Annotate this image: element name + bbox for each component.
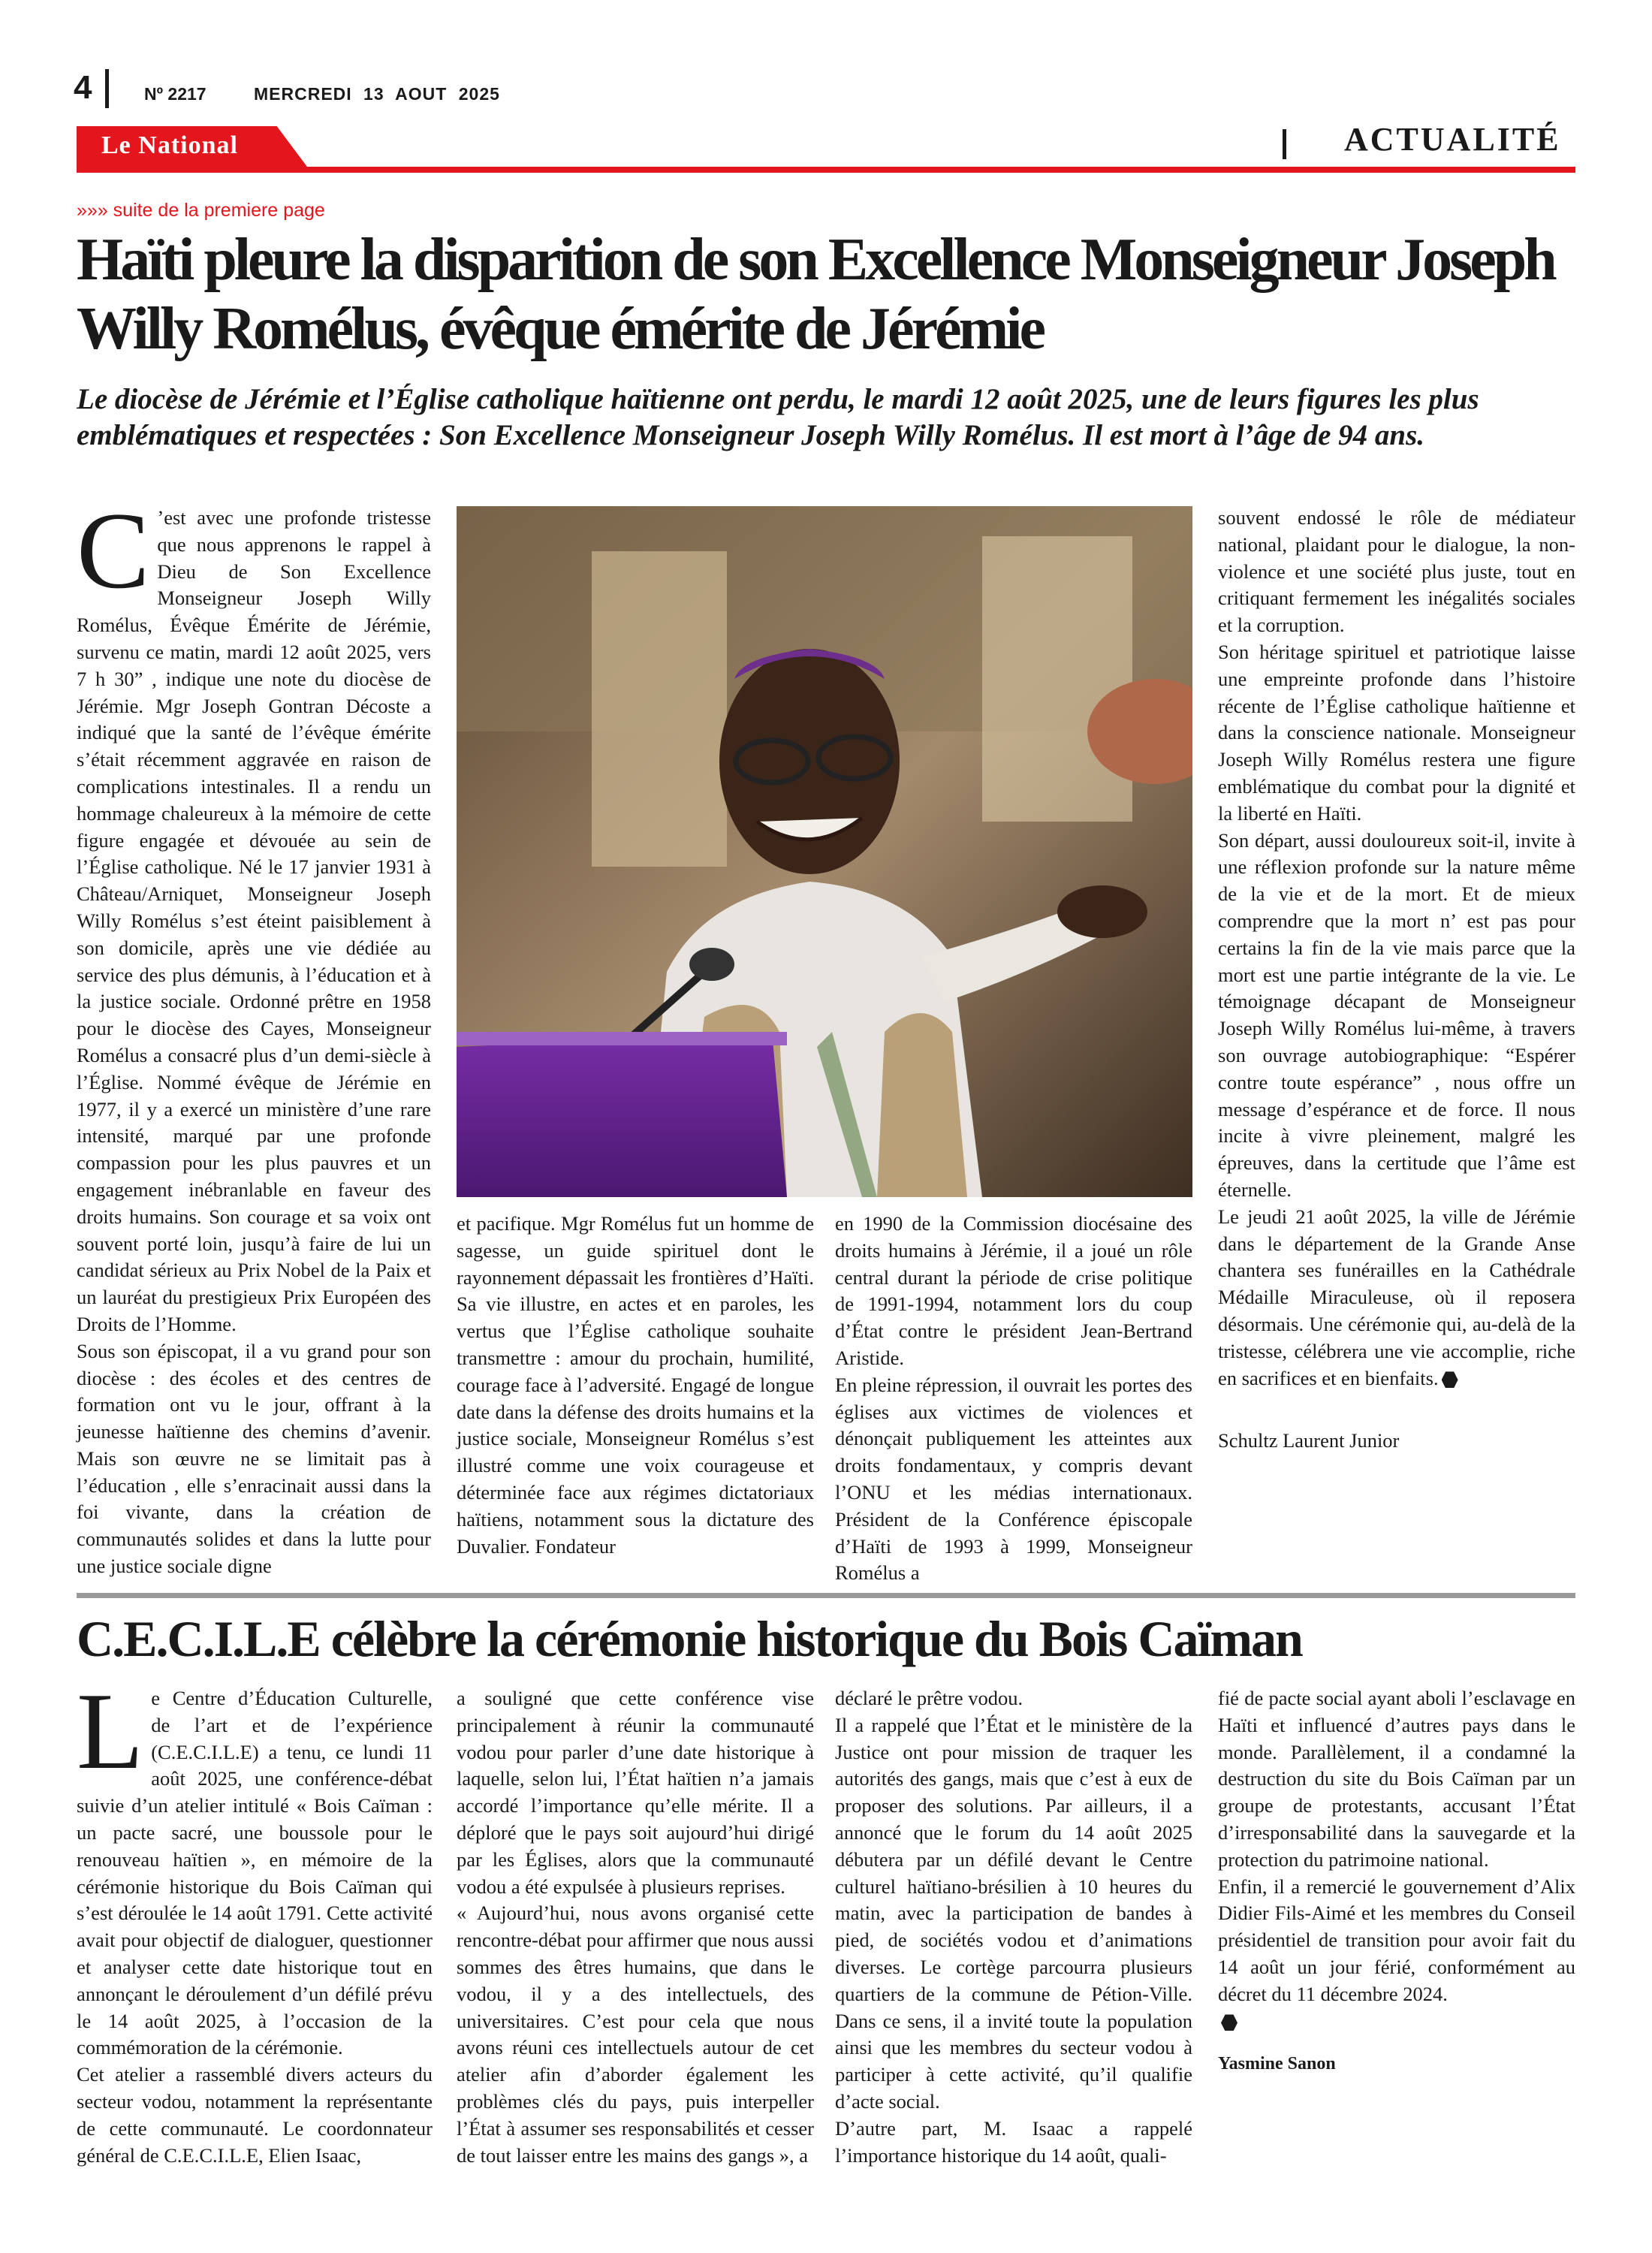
- article1-column-3: [835, 1211, 1192, 1587]
- article1-paragraph: en 1990 de la Commission diocésaine des droits humains à Jérémie, il a joué un rôle central durant la période de crise politique de 1991-1994, notamment lors du coup d’État contre le président Jean-Bertrand Aristide.: [835, 1212, 1192, 1369]
- article1-dropcap: C: [77, 490, 150, 611]
- article1-paragraph: En pleine répression, il ouvrait les portes des églises aux victimes de violences et dénonçait publiquement les atteintes aux droits fondamentaux, y compris devant l’ONU et les médias internationaux. Président de la Conférence épiscopale d’Haïti de 1993 à 1999, Monseigneur Romélus a: [835, 1373, 1192, 1585]
- continued-notice: »»» suite de la premiere page: [77, 200, 325, 221]
- issue-date: MERCREDI 13 AOUT 2025: [254, 84, 500, 104]
- article1-author: Schultz Laurent Junior: [1218, 1429, 1400, 1452]
- article1-column-1: [77, 490, 431, 1580]
- article2-column-3: [835, 1685, 1192, 2169]
- article2-column-1: [77, 1670, 433, 2169]
- bishop-portrait-image: [457, 506, 1192, 1197]
- article2-column-4: [1218, 1685, 1575, 2078]
- article1-paragraph: [1218, 1204, 1575, 1392]
- article1-column-4: [1218, 505, 1575, 1455]
- section-divider: [1283, 129, 1286, 159]
- article2-paragraph: fié de pacte social ayant aboli l’esclavage en Haïti et influencé d’autres pays dans le monde. Parallèlement, il a condamné la destruction du site du Bois Caïman par un groupe de protestants, accusant l’État d’irresponsabilité dans la sauvegarde et la protection du patrimoine national.: [1218, 1687, 1575, 1871]
- article1-paragraph: Son départ, aussi douloureux soit-il, invite à une réflexion profonde sur la nature même de la vie et de la mort. Et de mieux comprendre que la mort n’ est pas pour certains la fin de la vie mais parce que la mort est une partie intégrante de la vie. Le témoignage décapant de Monseigneur Joseph Willy Romélus lui-même, à travers son ouvrage autobiographique: “Espérer contre toute espérance” , nous offre un message d’espérance et de force. Il nous incite à vivre pleinement, malgré les épreuves, dans la certitude que l’âme est éternelle.: [1218, 828, 1575, 1201]
- article2-dropcap: L: [77, 1670, 144, 1792]
- article1-paragraph: ’est avec une profonde tristesse que nous apprenons le rappel à Dieu de Son Excellence Monseigneur Joseph Willy Romélus, Évêque Émérite de Jérémie, survenu ce matin, mardi 12 août 2025, vers 7 h 30” , indique une note du diocèse de Jérémie. Mgr Joseph Gontran Décoste a indiqué que la santé de l’évêque émérite s’était récemment aggravée en raison de complications intestinales. Il a rendu un hommage chaleureux à la mémoire de cette figure engagée et dévouée au sein de l’Église catholique. Né le 17 janvier 1931 à Château/Arniquet, Monseigneur Joseph Willy Romélus s’est éteint paisiblement à son domicile, après une vie dédiée au service des plus démunis, à l’éducation et à la justice sociale. Ordonné prêtre en 1958 pour le diocèse des Cayes, Monseigneur Romélus a consacré plus d’un demi-siècle à l’Église. Nommé évêque de Jérémie en 1977, il y a exercé un ministère d’une rare intensité, marqué par une profonde compassion pour les plus pauvres et un engagement inébranlable en faveur des droits humains. Son courage et sa voix ont souvent porté loin, jusqu’à faire de lui un candidat sérieux au Prix Nobel de la Paix et un lauréat du prestigieux Prix Européen des Droits de l’Homme.: [77, 506, 431, 1335]
- article1-closing-text: Le jeudi 21 août 2025, la ville de Jérémie dans le département de la Grande Anse chantera ses funérailles en la Cathédrale Médaille Miraculeuse, où il reposera désormais. Une cérémonie qui, au-delà de la tristesse, célébrera une vie accomplie, riche en sacrifices et en bienfaits.: [1218, 1205, 1575, 1389]
- article1-paragraph: Son héritage spirituel et patriotique laisse une empreinte profonde dans l’histoire récente de l’Église catholique haïtienne et dans la conscience nationale. Monseigneur Joseph Willy Romélus restera une figure emblématique du combat pour la dignité et la liberté en Haïti.: [1218, 640, 1575, 825]
- article-divider: [77, 1593, 1575, 1598]
- article1-title: Haïti pleure la disparition de son Excellence Monseigneur Joseph Willy Romélus, évêque émérite de Jérémie: [77, 227, 1554, 362]
- issue-number: Nº 2217: [144, 84, 206, 104]
- section-label: ACTUALITÉ: [1344, 121, 1561, 158]
- article2-paragraph: « Aujourd’hui, nous avons organisé cette rencontre-débat pour affirmer que nous aussi sommes des êtres humains, que dans le vodou, il y a des intellectuels, des universitaires. C’est pour cela que nous avons réuni ces intellectuels autour de cet atelier afin d’aborder également les problèmes clés du pays, puis interpeller l’État à assumer ses responsabilités et cesser de tout laisser entre les mains des gangs », a: [457, 1902, 814, 2167]
- article2-paragraph: Cet atelier a rassemblé divers acteurs du secteur vodou, notamment la représentante de cette communauté. Le coordonnateur général de C.E.C.I.L.E, Elien Isaac,: [77, 2063, 433, 2167]
- header-rule: [77, 167, 1575, 173]
- article2-author: Yasmine Sanon: [1218, 2054, 1336, 2074]
- end-of-article-icon: [1442, 1371, 1458, 1388]
- article2-paragraph: Il a rappelé que l’État et le ministère de la Justice ont pour mission de traquer les autorités des gangs, mais que c’est à eux de proposer des solutions. Par ailleurs, il a annoncé que le forum du 14 août 2025 débutera par un défilé devant le Centre culturel haïtiano-brésilien à 10 heures du matin, avec la participation de bandes à pied, de sociétés vodou et d’animations diverses. Le cortège parcourra plusieurs quartiers de la commune de Pétion-Ville. Dans ce sens, il a invité toute la population ainsi que les membres du secteur vodou à participer à cette activité, qu’il qualifie d’acte social.: [835, 1713, 1192, 2113]
- article2-column-2: [457, 1685, 814, 2169]
- article2-paragraph: Enfin, il a remercié le gouvernement d’Alix Didier Fils-Aimé et les membres du Conseil présidentiel de transition pour avoir fait du 14 août un jour férié, conformément au décret du 11 décembre 2024.: [1218, 1874, 1575, 2005]
- bishop-photo: [457, 506, 1192, 1197]
- page-number: 4: [74, 69, 92, 106]
- article1-column-2: [457, 1211, 814, 1560]
- article2-paragraph: D’autre part, M. Isaac a rappelé l’importance historique du 14 août, quali-: [835, 2116, 1192, 2167]
- article1-paragraph: et pacifique. Mgr Romélus fut un homme de sagesse, un guide spirituel dont le rayonnement dépassait les frontières d’Haïti. Sa vie illustre, en actes et en paroles, les vertus que l’Église catholique souhaite transmettre : amour du prochain, humilité, courage face à l’adversité. Engagé de longue date dans la défense des droits humains et la justice sociale, Monseigneur Romélus s’est illustré comme une voix courageuse et déterminée face aux régimes dictatoriaux haïtiens, notamment sous la dictature des Duvalier. Fondateur: [457, 1212, 814, 1558]
- article1-lead: Le diocèse de Jérémie et l’Église catholique haïtienne ont perdu, le mardi 12 août 2025, une de leurs figures les plus emblématiques et respectées : Son Excellence Monseigneur Joseph Willy Romélus. Il est mort à l’âge de 94 ans.: [77, 383, 1479, 451]
- article2-paragraph: déclaré le prêtre vodou.: [835, 1687, 1023, 1709]
- brand-name: Le National: [101, 131, 238, 159]
- page-number-divider: [105, 69, 109, 108]
- article2-paragraph: e Centre d’Éducation Culturelle, de l’art et de l’expérience (C.E.C.I.L.E) a tenu, ce lundi 11 août 2025, une conférence-débat suivie d’un atelier intitulé « Bois Caïman : un pacte sacré, une boussole pour le renouveau haïtien », en mémoire de la cérémonie historique du Bois Caïman qui s’est déroulée le 14 août 1791. Cette activité avait pour objectif de dialoguer, questionner et analyser cette date historique tout en annonçant le déroulement d’un défilé prévu le 14 août 2025, à l’occasion de la commémoration de la cérémonie.: [77, 1687, 433, 2059]
- article1-paragraph: Sous son épiscopat, il a vu grand pour son diocèse : des écoles et des centres de formation ont vu le jour, offrant à la jeunesse haïtienne des chemins d’avenir. Mais son œuvre ne se limitait pas à l’éducation , elle s’enracinait aussi dans la foi vivante, dans la création de communautés solides et dans la lutte pour une justice sociale digne: [77, 1339, 431, 1578]
- article2-title: C.E.C.I.L.E célèbre la cérémonie historique du Bois Caïman: [77, 1610, 1302, 1667]
- end-of-article-icon: [1221, 2014, 1237, 2031]
- article1-paragraph: souvent endossé le rôle de médiateur national, plaidant pour le dialogue, la non-violence et une société plus juste, tout en critiquant fermement les inégalités sociales et la corruption.: [1218, 506, 1575, 637]
- article2-paragraph: a souligné que cette conférence vise principalement à réunir la communauté vodou pour parler d’une date historique à laquelle, selon lui, l’État haïtien n’a jamais accordé l’importance qu’elle mérite. Il a déploré que le pays soit aujourd’hui dirigé par les Églises, alors que la communauté vodou a été expulsée à plusieurs reprises.: [457, 1687, 814, 1898]
